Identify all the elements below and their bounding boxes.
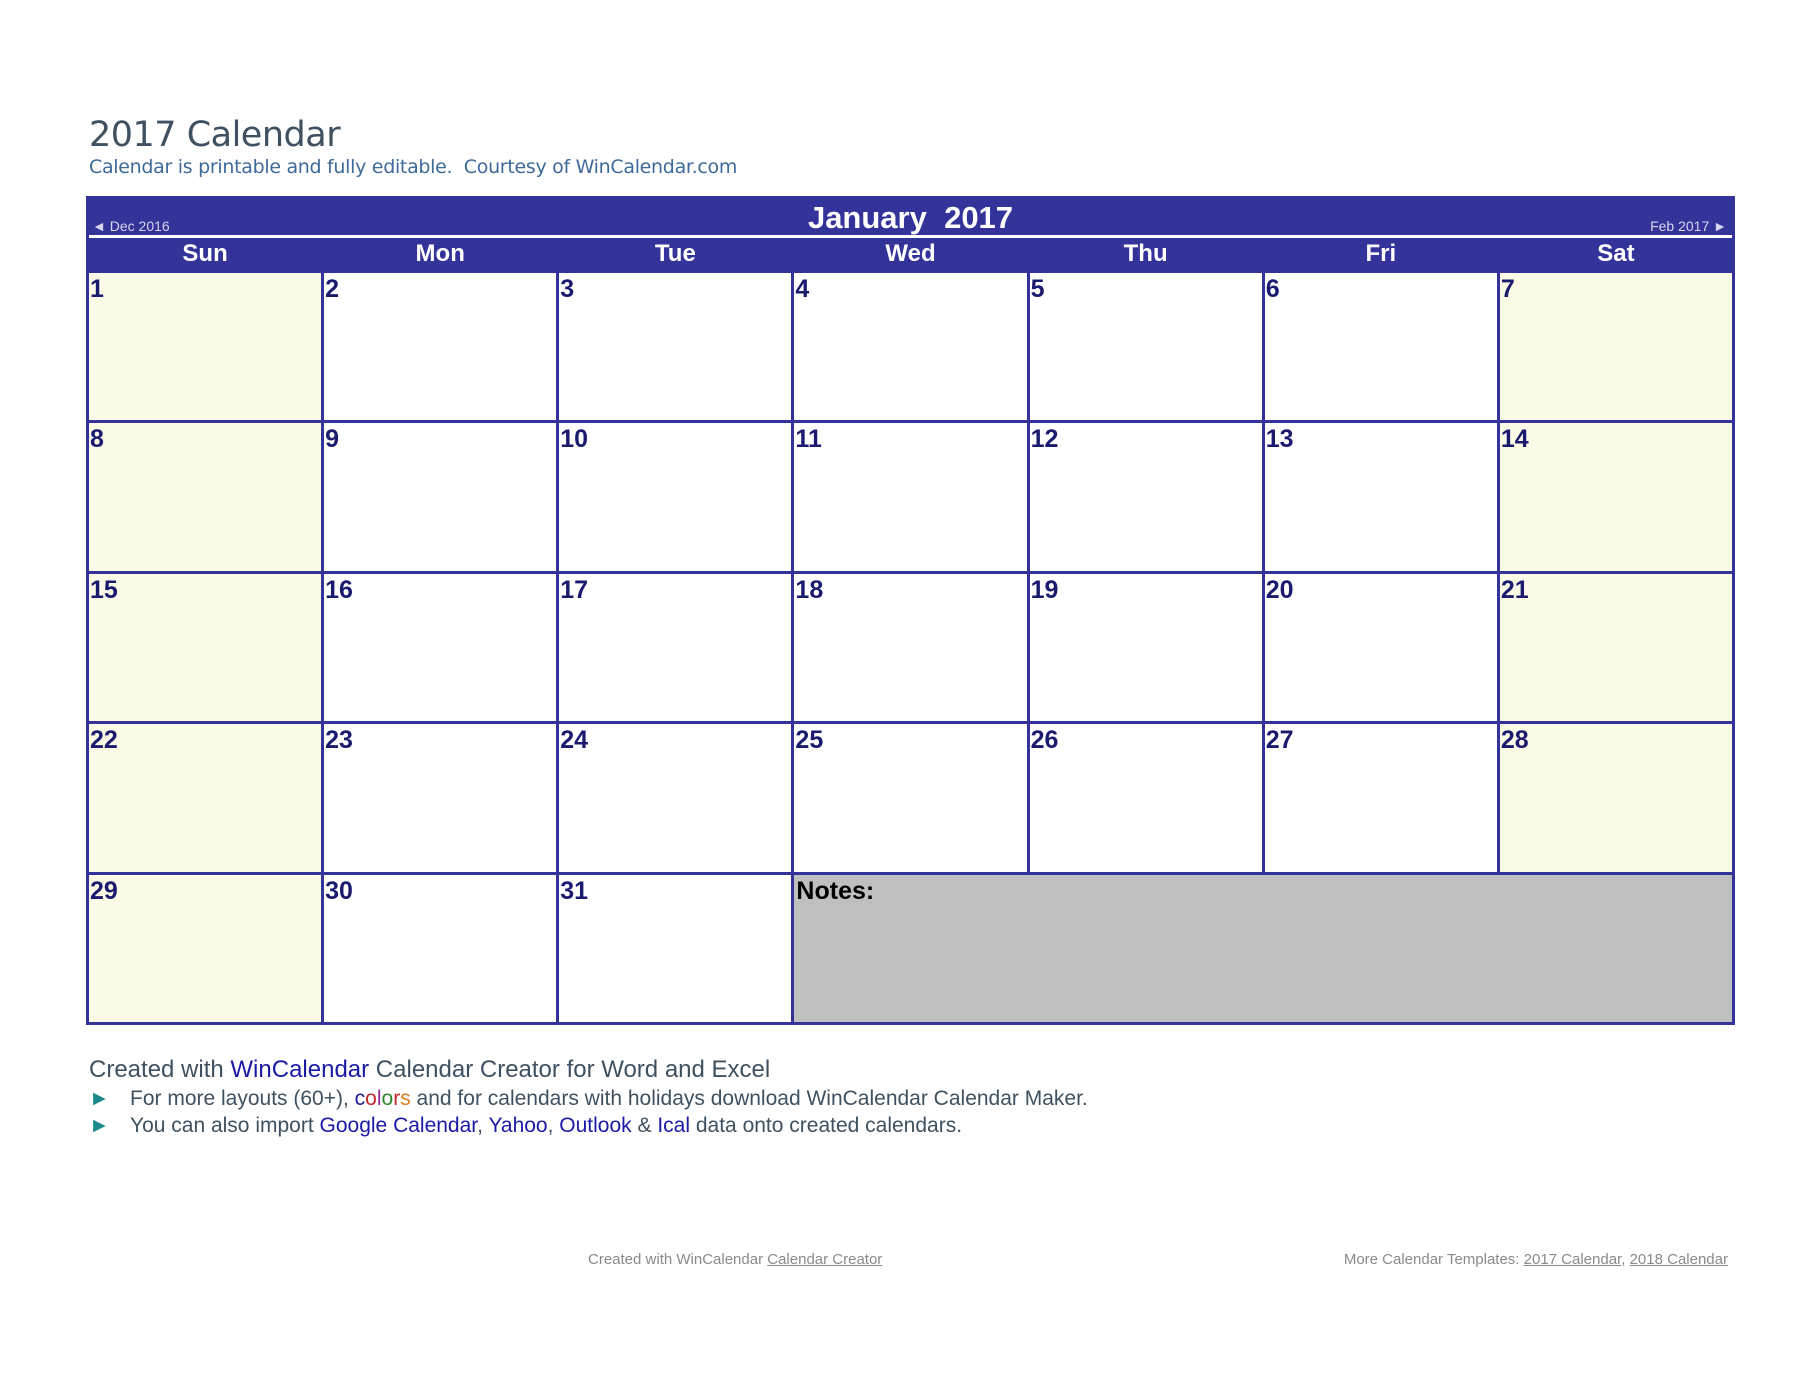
day-cell[interactable]: [89, 574, 321, 721]
day-cell[interactable]: [559, 423, 791, 570]
weekday-header-mon: Mon: [324, 238, 556, 270]
day-cell[interactable]: [1265, 423, 1497, 570]
day-cell[interactable]: [794, 724, 1026, 871]
day-number: 10: [560, 425, 589, 454]
day-number: 13: [1265, 425, 1294, 454]
day-number: 28: [1500, 726, 1529, 755]
bullet-arrow-icon: ►: [89, 1087, 110, 1110]
day-cell[interactable]: [794, 423, 1026, 570]
day-cell[interactable]: [559, 273, 791, 420]
day-number: 2: [325, 275, 340, 303]
day-cell[interactable]: [1030, 423, 1262, 570]
day-number: 25: [795, 726, 824, 755]
weekday-header-wed: Wed: [794, 238, 1026, 270]
day-cell[interactable]: [1500, 574, 1732, 721]
day-number: 3: [560, 275, 575, 303]
promo-text: and for calendars with holidays download WinCalendar Calendar Maker.: [410, 1087, 1088, 1110]
day-number: 30: [325, 876, 353, 905]
day-number: 8: [90, 425, 104, 454]
day-cell[interactable]: [1500, 423, 1732, 570]
day-number: 27: [1265, 726, 1294, 755]
separator: &: [631, 1114, 658, 1137]
day-cell[interactable]: [89, 875, 321, 1022]
promo-text: Calendar Creator for Word and Excel: [369, 1056, 771, 1083]
day-cell[interactable]: [89, 273, 321, 420]
wincalendar-link[interactable]: WinCalendar: [230, 1056, 370, 1083]
promo-text: data onto created calendars.: [690, 1114, 963, 1137]
day-number: 17: [560, 575, 589, 604]
day-cell[interactable]: [794, 574, 1026, 721]
day-number: 7: [1500, 275, 1515, 303]
separator: ,: [1621, 1251, 1630, 1268]
weekday-header-fri: Fri: [1265, 238, 1497, 270]
promo-headline: [89, 1055, 1088, 1085]
day-number: 6: [1265, 275, 1280, 303]
separator: ,: [477, 1114, 489, 1137]
calendar-creator-link[interactable]: Calendar Creator: [767, 1251, 883, 1268]
footer-templates: [1344, 1251, 1728, 1269]
day-number: 29: [90, 876, 118, 905]
day-cell[interactable]: [1030, 574, 1262, 721]
day-cell[interactable]: [794, 273, 1026, 420]
day-number: 18: [795, 575, 824, 604]
notes-area[interactable]: [794, 875, 1732, 1022]
day-number: 11: [795, 425, 822, 454]
day-number: 9: [325, 425, 340, 454]
day-cell[interactable]: [324, 875, 556, 1022]
day-number: 1: [90, 275, 104, 303]
promo-section: [89, 1055, 1088, 1139]
day-cell[interactable]: [89, 423, 321, 570]
google-calendar-link[interactable]: Google Calendar: [319, 1114, 478, 1137]
day-cell[interactable]: [1030, 724, 1262, 871]
day-number: 26: [1030, 726, 1059, 755]
promo-bullet-import: [89, 1112, 1088, 1139]
colors-link[interactable]: colors: [354, 1087, 411, 1110]
day-number: 16: [325, 575, 353, 604]
promo-text: Created with: [89, 1056, 231, 1083]
outlook-link[interactable]: Outlook: [559, 1114, 632, 1137]
calendar-2017-link[interactable]: 2017 Calendar: [1523, 1251, 1622, 1268]
day-cell[interactable]: [1500, 724, 1732, 871]
day-cell[interactable]: [324, 724, 556, 871]
day-cell[interactable]: [324, 574, 556, 721]
day-number: 14: [1500, 425, 1529, 454]
day-cell[interactable]: [1265, 574, 1497, 721]
footer-text: Created with WinCalendar: [588, 1251, 768, 1268]
day-cell[interactable]: [1265, 724, 1497, 871]
day-cell[interactable]: [1500, 273, 1732, 420]
calendar-table: [86, 196, 1735, 1025]
day-cell[interactable]: [324, 423, 556, 570]
day-cell[interactable]: [559, 875, 791, 1022]
page-title: 2017 Calendar: [89, 115, 341, 155]
day-number: 20: [1265, 575, 1294, 604]
day-number: 4: [795, 275, 810, 303]
day-cell[interactable]: [1265, 273, 1497, 420]
day-number: 24: [560, 726, 589, 755]
weekday-header-thu: Thu: [1030, 238, 1262, 270]
day-cell[interactable]: [559, 724, 791, 871]
calendar-2018-link[interactable]: 2018 Calendar: [1629, 1251, 1728, 1268]
day-number: 22: [90, 726, 118, 755]
day-number: 5: [1030, 275, 1045, 303]
month-header-bar: [89, 199, 1732, 238]
weekday-header-sat: Sat: [1500, 238, 1732, 270]
ical-link[interactable]: Ical: [657, 1114, 691, 1137]
promo-text: For more layouts (60+),: [130, 1087, 355, 1110]
day-number: 12: [1030, 425, 1059, 454]
footer-text: More Calendar Templates:: [1343, 1251, 1524, 1268]
weekday-header-tue: Tue: [559, 238, 791, 270]
day-cell[interactable]: [1030, 273, 1262, 420]
weekday-header-sun: Sun: [89, 238, 321, 270]
day-number: 23: [325, 726, 353, 755]
notes-label: Notes:: [796, 876, 875, 905]
day-number: 21: [1500, 575, 1529, 604]
page-subtitle: Calendar is printable and fully editable. Courtesy of WinCalendar.com: [89, 156, 738, 178]
calendar-grid: [89, 238, 1732, 1022]
separator: ,: [547, 1114, 560, 1137]
promo-text: You can also import: [130, 1114, 320, 1137]
day-number: 31: [560, 876, 589, 905]
promo-bullet-layouts: [89, 1085, 1088, 1112]
day-number: 19: [1030, 575, 1059, 604]
day-cell[interactable]: [324, 273, 556, 420]
bullet-arrow-icon: ►: [89, 1114, 110, 1137]
prev-month-link[interactable]: ◄ Dec 2016: [92, 218, 170, 234]
next-month-link[interactable]: Feb 2017 ►: [1650, 218, 1727, 234]
day-cell[interactable]: [89, 724, 321, 871]
yahoo-link[interactable]: Yahoo: [488, 1114, 548, 1137]
month-title: January 2017: [807, 200, 1014, 235]
day-number: 15: [90, 575, 118, 604]
footer-credit: [588, 1251, 882, 1269]
day-cell[interactable]: [559, 574, 791, 721]
